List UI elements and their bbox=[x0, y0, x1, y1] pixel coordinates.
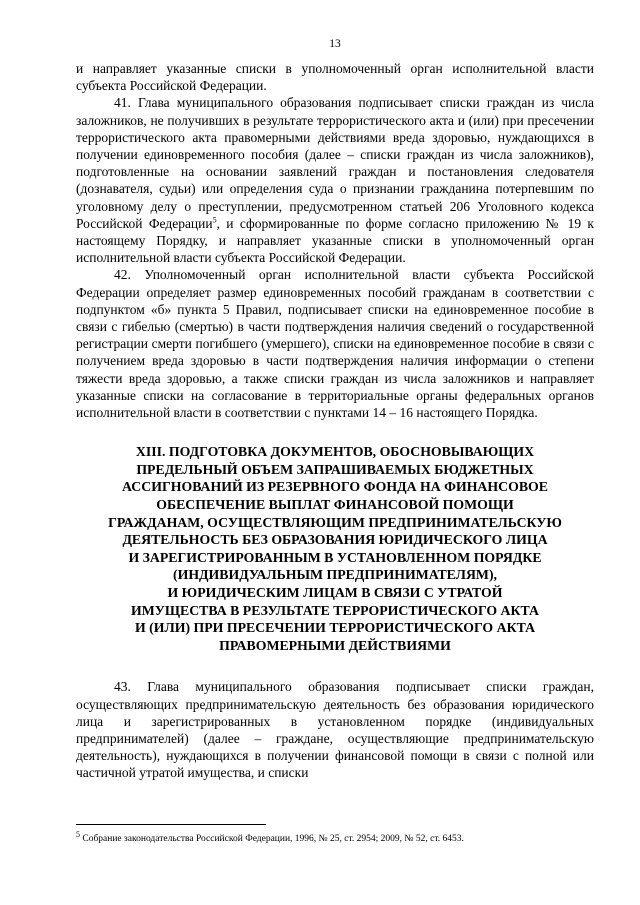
section-heading-line: АССИГНОВАНИЙ ИЗ РЕЗЕРВНОГО ФОНДА НА ФИНАНСОВОЕ bbox=[122, 479, 548, 495]
paragraph-continuation: и направляет указанные списки в уполномоченный орган исполнительной власти субъекта Российской Федерации. bbox=[76, 61, 594, 94]
section-heading-line: И ЗАРЕГИСТРИРОВАННЫМ В УСТАНОВЛЕННОМ ПОРЯДКЕ bbox=[128, 549, 542, 565]
footnote bbox=[76, 829, 464, 845]
section-heading-line: ПРЕДЕЛЬНЫЙ ОБЪЕМ ЗАПРАШИВАЕМЫХ БЮДЖЕТНЫХ bbox=[136, 461, 534, 477]
paragraph-41 bbox=[76, 94, 594, 266]
section-heading-line: ГРАЖДАНАМ, ОСУЩЕСТВЛЯЮЩИМ ПРЕДПРИНИМАТЕЛЬСКУЮ bbox=[108, 514, 562, 530]
page-number: 13 bbox=[329, 38, 341, 50]
section-heading-line: ИМУЩЕСТВА В РЕЗУЛЬТАТЕ ТЕРРОРИСТИЧЕСКОГО АКТА bbox=[130, 602, 540, 618]
paragraph-42: 42. Уполномоченный орган исполнительной власти субъекта Российской Федерации определяет размер единовременных пособий гражданам в соответствии с подпунктом «б» пункта 5 Правил, подписывает списки на единовременное пособие в связи с гибелью (смертью) в части подтверждения наличия сведений о государственной регистрации смерти погибшего (умершего), списки на единовременное пособие в связи с получением вреда здоровью в части подтверждения наличия информации о степени тяжести вреда здоровью, а также списки граждан из числа заложников и направляет указанные списки на согласование в территориальные органы федеральных органов исполнительной власти в соответствии с пунктами 14 – 16 настоящего Порядка. bbox=[76, 267, 594, 421]
section-heading-line: (ИНДИВИДУАЛЬНЫМ ПРЕДПРИНИМАТЕЛЯМ), bbox=[173, 567, 497, 583]
paragraph-43: 43. Глава муниципального образования подписывает списки граждан, осуществляющих предпринимательскую деятельность без образования юридического лица и зарегистрированных в установленном порядке (индивидуальных предпринимателей) (далее – граждане, осуществляющие предпринимательскую деятельность), нуждающихся в получении финансовой помощи в связи с полной или частичной утратой имущества, и списки bbox=[76, 679, 594, 781]
paragraph-41-text: 41. Глава муниципального образования подписывает списки граждан из числа заложников, не получивших в результате террористического акта и (или) при пресечении террористического акта правомерными действиями вреда здоровью, нуждающихся в получении единовременного пособия (далее – списки граждан из числа заложников), подготовленные на основании заявлений граждан и постановления следователя (дознавателя, судьи) или определения суда о признании гражданина потерпевшим по уголовному делу о преступлении, предусмотренном статьей 206 Уголовного кодекса Российской Федерации bbox=[76, 95, 594, 231]
footnote-mark: 5 bbox=[76, 829, 80, 839]
section-heading-line: И ЮРИДИЧЕСКИМ ЛИЦАМ В СВЯЗИ С УТРАТОЙ bbox=[167, 585, 503, 601]
footnote-divider bbox=[76, 824, 266, 825]
footnote-reference: 5 bbox=[212, 215, 217, 225]
section-heading-line: XIII. ПОДГОТОВКА ДОКУМЕНТОВ, ОБОСНОВЫВАЮЩИХ bbox=[135, 444, 535, 460]
section-heading bbox=[90, 443, 580, 654]
section-heading-line: ОБЕСПЕЧЕНИЕ ВЫПЛАТ ФИНАНСОВОЙ ПОМОЩИ bbox=[156, 497, 514, 513]
section-heading-line: И (ИЛИ) ПРИ ПРЕСЕЧЕНИИ ТЕРРОРИСТИЧЕСКОГО АКТА bbox=[134, 620, 536, 636]
paragraph-41-text-after: , и сформированные по форме согласно приложению № 19 к настоящему Порядку, и направляет указанные списки в уполномоченный орган исполнительной власти субъекта Российской Федерации. bbox=[76, 215, 594, 266]
section-heading-line: ДЕЯТЕЛЬНОСТЬ БЕЗ ОБРАЗОВАНИЯ ЮРИДИЧЕСКОГО ЛИЦА bbox=[122, 532, 548, 548]
footnote-text: Собрание законодательства Российской Федерации, 1996, № 25, ст. 2954; 2009, № 52, ст. 6453. bbox=[80, 834, 464, 844]
section-heading-line: ПРАВОМЕРНЫМИ ДЕЙСТВИЯМИ bbox=[219, 637, 451, 653]
